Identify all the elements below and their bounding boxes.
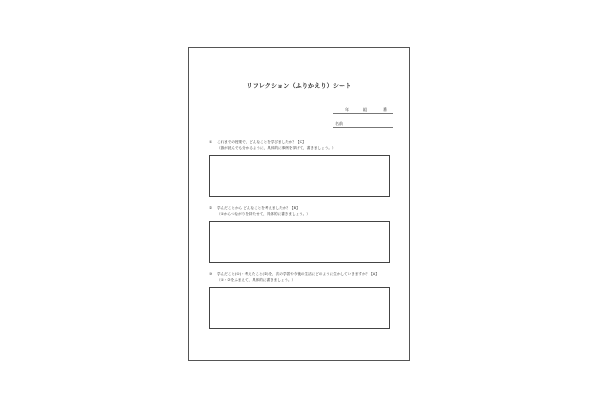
question-1-prompt: これまでの授業で，どんなことを学びましたか？【C】	[217, 140, 306, 144]
class-number-field[interactable]	[333, 107, 393, 114]
question-3-number: ③	[209, 272, 213, 276]
answer-box-1[interactable]	[209, 155, 390, 197]
worksheet-page	[188, 47, 410, 361]
class-label: 組	[363, 107, 367, 112]
question-2-number: ②	[209, 206, 213, 210]
name-field[interactable]	[333, 121, 393, 128]
number-label: 番	[383, 107, 387, 112]
answer-box-2[interactable]	[209, 221, 390, 263]
grade-label: 年	[345, 107, 349, 112]
question-3-prompt: 学んだこと(①)・考えたこと(②)を，次の学習や今後の生活にどのように生かしていきますか？【A】	[217, 272, 379, 276]
worksheet-title: リフレクション（ふりかえり）シート	[246, 83, 352, 90]
answer-box-3[interactable]	[209, 287, 390, 329]
question-2-instruction: （①からつながりを持たせて，具体的に書きましょう。）	[217, 211, 310, 216]
question-3-instruction: （①・②をふまえて，具体的に書きましょう。）	[217, 277, 296, 282]
name-label: 名前	[335, 121, 343, 126]
question-1-number: ①	[209, 140, 213, 144]
question-1-instruction: （誰が読んでも分かるように，具体的に事例を挙げて，書きましょう。）	[217, 145, 336, 150]
question-2-prompt: 学んだことから どんなことを考えましたか？【B】	[217, 206, 300, 210]
